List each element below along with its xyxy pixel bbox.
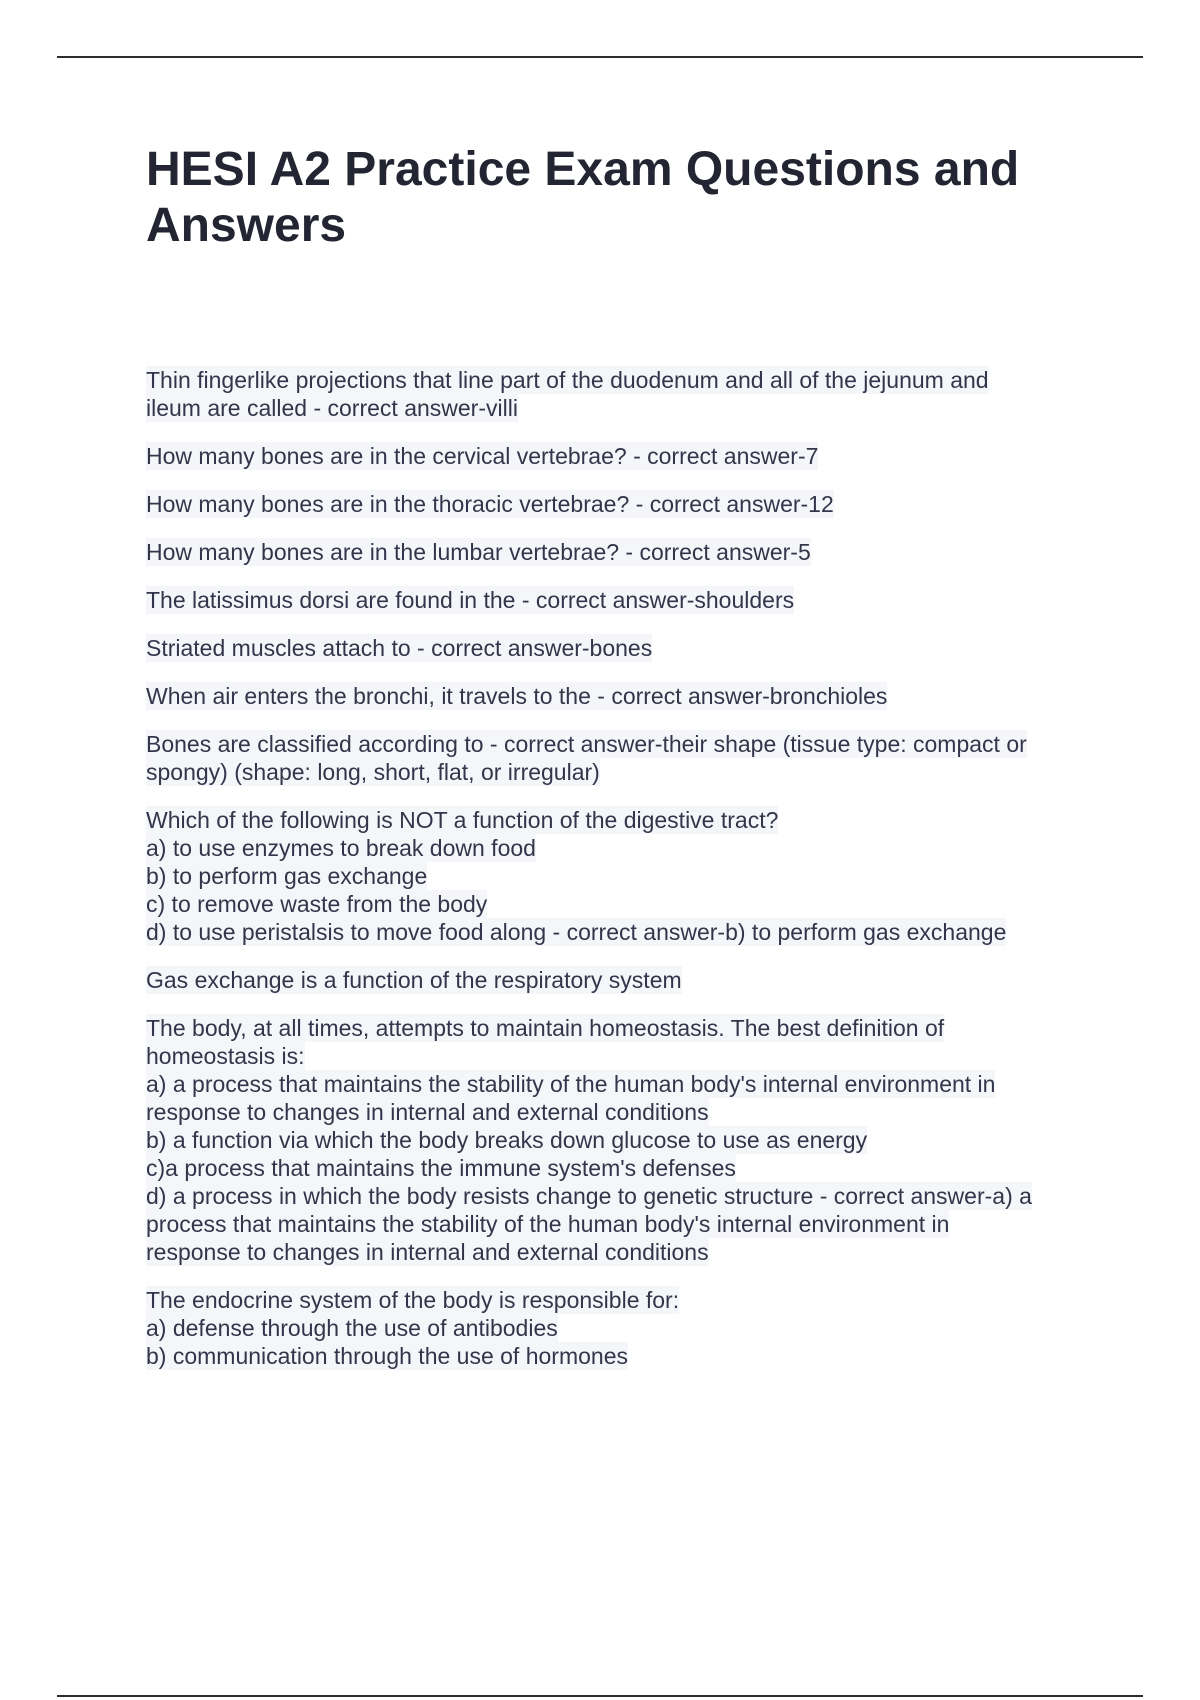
- qa-line: b) communication through the use of hormones: [146, 1343, 628, 1369]
- top-rule: [57, 56, 1143, 58]
- qa-line: response to changes in internal and external conditions: [146, 1099, 709, 1125]
- qa-entry: [146, 966, 1086, 994]
- qa-line: Gas exchange is a function of the respiratory system: [146, 967, 682, 993]
- qa-line: homeostasis is:: [146, 1043, 305, 1069]
- qa-line: d) to use peristalsis to move food along - correct answer-b) to perform gas exchange: [146, 919, 1007, 945]
- qa-entry: [146, 682, 1086, 710]
- qa-entry: [146, 806, 1086, 946]
- qa-line: a) to use enzymes to break down food: [146, 835, 536, 861]
- qa-line: ileum are called - correct answer-villi: [146, 395, 518, 421]
- qa-line: How many bones are in the cervical vertebrae? - correct answer-7: [146, 443, 819, 469]
- qa-line: a) defense through the use of antibodies: [146, 1315, 558, 1341]
- qa-entry: [146, 538, 1086, 566]
- qa-entry: [146, 366, 1086, 422]
- qa-line: How many bones are in the lumbar vertebrae? - correct answer-5: [146, 539, 811, 565]
- qa-line: Bones are classified according to - correct answer-their shape (tissue type: compact or: [146, 731, 1027, 757]
- qa-line: Thin fingerlike projections that line part of the duodenum and all of the jejunum and: [146, 367, 989, 393]
- qa-list: [146, 366, 1086, 1390]
- qa-entry: [146, 634, 1086, 662]
- bottom-rule: [57, 1695, 1143, 1697]
- qa-line: b) to perform gas exchange: [146, 863, 428, 889]
- qa-line: d) a process in which the body resists change to genetic structure - correct answer-a) a: [146, 1183, 1032, 1209]
- qa-line: The latissimus dorsi are found in the - correct answer-shoulders: [146, 587, 795, 613]
- qa-entry: [146, 490, 1086, 518]
- qa-line: process that maintains the stability of the human body's internal environment in: [146, 1211, 950, 1237]
- qa-line: The body, at all times, attempts to maintain homeostasis. The best definition of: [146, 1015, 945, 1041]
- qa-line: b) a function via which the body breaks down glucose to use as energy: [146, 1127, 868, 1153]
- qa-line: response to changes in internal and external conditions: [146, 1239, 709, 1265]
- qa-line: Striated muscles attach to - correct answer-bones: [146, 635, 653, 661]
- qa-entry: [146, 586, 1086, 614]
- qa-line: a) a process that maintains the stability of the human body's internal environment in: [146, 1071, 996, 1097]
- qa-entry: [146, 442, 1086, 470]
- qa-entry: [146, 730, 1086, 786]
- qa-entry: [146, 1014, 1086, 1266]
- qa-entry: [146, 1286, 1086, 1370]
- qa-line: How many bones are in the thoracic vertebrae? - correct answer-12: [146, 491, 834, 517]
- qa-line: When air enters the bronchi, it travels to the - correct answer-bronchioles: [146, 683, 888, 709]
- page-title: HESI A2 Practice Exam Questions and Answers: [146, 143, 1020, 252]
- qa-line: Which of the following is NOT a function of the digestive tract?: [146, 807, 779, 833]
- qa-line: spongy) (shape: long, short, flat, or irregular): [146, 759, 600, 785]
- qa-line: c) to remove waste from the body: [146, 891, 488, 917]
- qa-line: c)a process that maintains the immune system's defenses: [146, 1155, 736, 1181]
- qa-line: The endocrine system of the body is responsible for:: [146, 1287, 680, 1313]
